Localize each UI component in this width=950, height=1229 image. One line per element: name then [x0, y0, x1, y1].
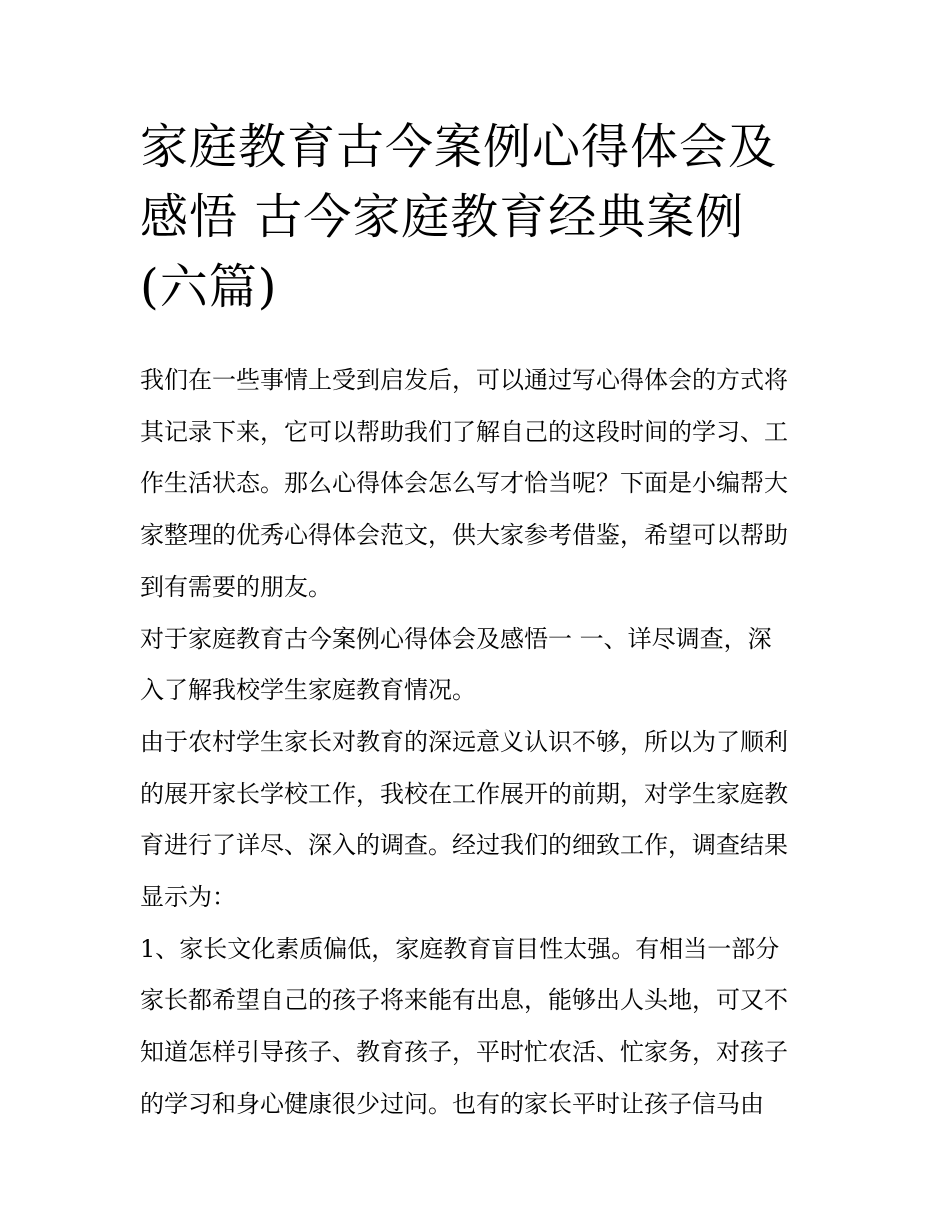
text-line: 家整理的优秀心得体会范文，供大家参考借鉴，希望可以帮助 [140, 521, 788, 550]
text-line: 育进行了详尽、深入的调查。经过我们的细致工作，调查结果 [140, 831, 788, 860]
text-line: 由于农村学生家长对教育的深远意义认识不够，所以为了顺利 [140, 727, 788, 756]
text-line: 作生活状态。那么心得体会怎么写才恰当呢？下面是小编帮大 [140, 469, 788, 498]
finding-paragraph [140, 924, 820, 1131]
title-line: 感悟 古今家庭教育经典案例 [140, 189, 745, 245]
text-line: 知道怎样引导孩子、教育孩子，平时忙农活、忙家务，对孩子 [140, 1038, 788, 1067]
text-line: 家长都希望自己的孩子将来能有出息，能够出人头地，可又不 [140, 986, 788, 1015]
section-heading-paragraph [140, 614, 820, 717]
title-line: (六篇) [140, 259, 278, 315]
title-line: 家庭教育古今案例心得体会及 [140, 119, 778, 175]
intro-paragraph [140, 355, 820, 614]
text-line: 1、家长文化素质偏低，家庭教育盲目性太强。有相当一部分 [140, 934, 780, 963]
text-line: 的学习和身心健康很少过问。也有的家长平时让孩子信马由 [140, 1089, 764, 1118]
text-line: 对于家庭教育古今案例心得体会及感悟一 一、详尽调查，深 [140, 624, 772, 653]
text-line: 的展开家长学校工作，我校在工作展开的前期，对学生家庭教 [140, 779, 788, 808]
text-line: 到有需要的朋友。 [140, 572, 332, 601]
text-line: 其记录下来，它可以帮助我们了解自己的这段时间的学习、工 [140, 417, 788, 446]
document-title [140, 112, 820, 322]
text-line: 我们在一些事情上受到启发后，可以通过写心得体会的方式将 [140, 366, 788, 394]
text-line: 显示为： [140, 883, 236, 912]
document-body [140, 355, 820, 1131]
survey-paragraph [140, 717, 820, 924]
text-line: 入了解我校学生家庭教育情况。 [140, 676, 476, 705]
